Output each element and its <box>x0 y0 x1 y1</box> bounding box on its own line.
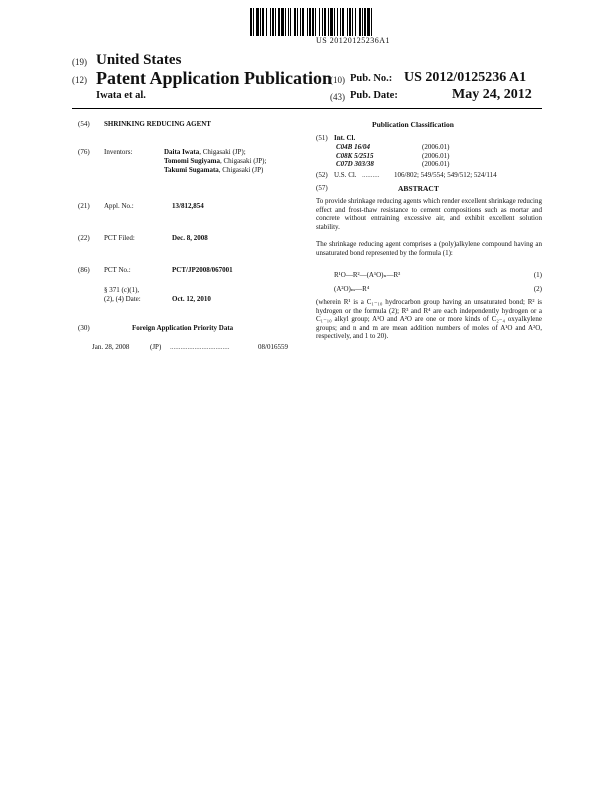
uscl-label: U.S. Cl. <box>334 171 357 179</box>
abstract-heading: ABSTRACT <box>398 184 439 193</box>
country: United States <box>96 52 182 68</box>
inventor-location: , Chigasaki (JP); <box>199 148 246 156</box>
title-code: (54) <box>78 120 90 128</box>
pub-date: May 24, 2012 <box>452 87 532 102</box>
formula-2 <box>334 285 542 293</box>
foreign-number: 08/016559 <box>258 343 288 351</box>
class-code: C08K 5/2515 <box>336 151 374 160</box>
foreign-dots: .................................. <box>170 343 230 351</box>
code-10: (10) <box>330 75 345 85</box>
foreign-code: (30) <box>78 324 90 332</box>
pub-no: US 2012/0125236 A1 <box>404 70 527 85</box>
uscl-value: 106/802; 549/554; 549/512; 524/114 <box>394 171 497 179</box>
pct-number: PCT/JP2008/067001 <box>172 266 233 274</box>
s371-date: Oct. 12, 2010 <box>172 295 211 303</box>
inventors-code: (76) <box>78 148 90 156</box>
header-rule <box>72 108 542 109</box>
abstract-paragraph-2: The shrinkage reducing agent comprises a (poly)alkylene compound having an unsaturated bond represented by the formula (1): <box>316 240 542 257</box>
pub-date-label: Pub. Date: <box>350 90 398 101</box>
barcode <box>250 8 456 36</box>
inventor-location: , Chigasaki (JP) <box>218 166 264 174</box>
inventors-label: Inventors: <box>104 148 133 156</box>
pct-no-label: PCT No.: <box>104 266 131 274</box>
class-row <box>336 152 536 161</box>
class-row <box>336 143 536 152</box>
formula-2-text: (A²O)ₘ—R⁴ <box>334 285 370 293</box>
formula-1-text: R¹O—R²—(A¹O)ₙ—R³ <box>334 271 401 279</box>
formula-2-number: (2) <box>533 285 542 293</box>
class-code: C07D 303/38 <box>336 160 374 168</box>
foreign-heading: Foreign Application Priority Data <box>132 324 234 332</box>
s371-label-1: § 371 (c)(1), <box>104 286 140 294</box>
appl-number: 13/812,854 <box>172 202 204 210</box>
pub-no-label: Pub. No.: <box>350 73 393 84</box>
code-43: (43) <box>330 92 345 102</box>
formula-1 <box>334 271 542 279</box>
pct-filed-date: Dec. 8, 2008 <box>172 234 208 242</box>
inventor-name: Tomomi Sugiyama <box>164 157 220 165</box>
s371-label-2: (2), (4) Date: <box>104 295 141 303</box>
appl-label: Appl. No.: <box>104 202 134 210</box>
pct-filed-code: (22) <box>78 234 90 242</box>
inventor-entry <box>164 148 266 157</box>
inventor-location: , Chigasaki (JP); <box>219 157 267 165</box>
barcode-number: US 20120125236A1 <box>315 36 390 45</box>
class-date: (2006.01) <box>422 151 450 160</box>
publication-type: Patent Application Publication <box>96 68 333 88</box>
inventor-entry <box>164 166 266 175</box>
pct-filed-label: PCT Filed: <box>104 234 135 242</box>
foreign-date: Jan. 28, 2008 <box>92 343 130 351</box>
formula-1-number: (1) <box>533 271 542 279</box>
appl-code: (21) <box>78 202 90 210</box>
patent-title: SHRINKING REDUCING AGENT <box>104 120 211 128</box>
intcl-label: Int. Cl. <box>334 134 356 142</box>
class-date: (2006.01) <box>422 160 450 168</box>
abstract-code: (57) <box>316 184 328 192</box>
abstract-paragraph-3: (wherein R¹ is a C₁₋₁₀ hydrocarbon group having an unsaturated bond; R² is hydrogen or the formula (2); R³ and R⁴ are each independently hydrogen or a C₁₋₁₀ alkyl group; A¹O and A²O are one or more kinds of C₂₋₄ oxyalkylene groups; and n and m are mean addition numbers of moles of A¹O and A²O, respectively, and 1 to 20). <box>316 298 542 341</box>
inventors-list <box>164 148 266 175</box>
class-date: (2006.01) <box>422 143 450 151</box>
uscl-dots: .......... <box>362 171 380 179</box>
class-code: C04B 16/04 <box>336 143 371 151</box>
class-list <box>336 143 536 169</box>
abstract-paragraph-1: To provide shrinkage reducing agents which render excellent shrinkage reducing effect and frost-thaw resistance to cement compositions such as mortar and concrete without entraining excessive air, and exhibit excellent solution stability. <box>316 197 542 231</box>
class-row <box>336 160 536 169</box>
inventor-short: Iwata et al. <box>96 90 146 101</box>
code-19: (19) <box>72 57 87 67</box>
classification-heading: Publication Classification <box>372 120 454 129</box>
pct-no-code: (86) <box>78 266 90 274</box>
inventor-name: Takumi Sugamata <box>164 166 219 174</box>
inventor-entry <box>164 157 266 166</box>
code-12: (12) <box>72 75 87 85</box>
inventor-name: Daita Iwata <box>164 148 200 156</box>
foreign-country: (JP) <box>150 343 162 351</box>
uscl-code: (52) <box>316 171 328 179</box>
intcl-code: (51) <box>316 134 328 142</box>
